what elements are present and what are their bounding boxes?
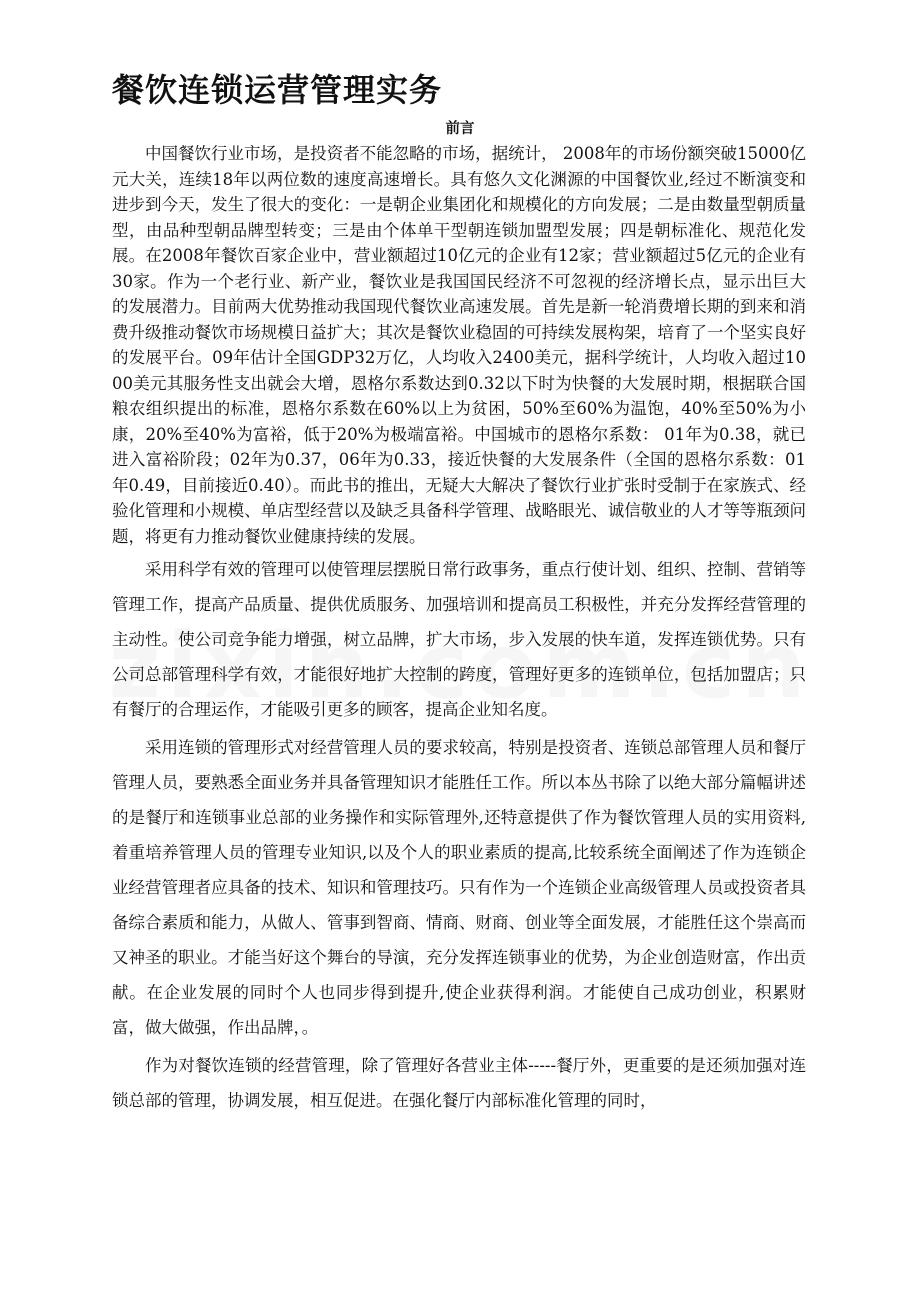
document-title: 餐饮连锁运营管理实务 <box>112 71 443 109</box>
paragraph-1: 中国餐饮行业市场，是投资者不能忽略的市场，据统计， 2008年的市场份额突破15000亿元大关，连续18年以两位数的速度高速增长。具有悠久文化渊源的中国餐饮业,经过不断演变和进步到今天，发生了很大的变化：一是朝企业集团化和规模化的方向发展；二是由数量型朝质量型，由品种型朝品牌型转变；三是由个体单干型朝连锁加盟型发展；四是朝标准化、规范化发展。在2008年餐饮百家企业中，营业额超过10亿元的企业有12家；营业额超过5亿元的企业有30家。作为一个老行业、新产业，餐饮业是我国国民经济不可忽视的经济增长点，显示出巨大的发展潜力。目前两大优势推动我国现代餐饮业高速发展。首先是新一轮消费增长期的到来和消费升级推动餐饮市场规模日益扩大；其次是餐饮业稳固的可持续发展构架，培育了一个坚实良好的发展平台。09年估计全国GDP32万亿，人均收入2400美元，据科学统计，人均收入超过1000美元其服务性支出就会大增，恩格尔系数达到0.32以下时为快餐的大发展时期，根据联合国粮农组织提出的标准，恩格尔系数在60%以上为贫困，50%至60%为温饱，40%至50%为小康，20%至40%为富裕，低于20%为极端富裕。中国城市的恩格尔系数： 01年为0.38，就已进入富裕阶段；02年为0.37，06年为0.33，接近快餐的大发展条件（全国的恩格尔系数：01年0.49，目前接近0.40）。而此书的推出，无疑大大解决了餐饮行业扩张时受制于在家族式、经验化管理和小规模、单店型经营以及缺乏具备科学管理、战略眼光、诚信敬业的人才等等瓶颈问题，将更有力推动餐饮业健康持续的发展。 <box>112 144 806 546</box>
paragraph-2: 采用科学有效的管理可以使管理层摆脱日常行政事务，重点行使计划、组织、控制、营销等管理工作，提高产品质量、提供优质服务、加强培训和提高员工积极性，并充分发挥经营管理的主动性。使公司竞争能力增强，树立品牌，扩大市场，步入发展的快车道，发挥连锁优势。只有公司总部管理科学有效，才能很好地扩大控制的跨度，管理好更多的连锁单位，包括加盟店；只有餐厅的合理运作，才能吸引更多的顾客，提高企业知名度。 <box>112 560 806 719</box>
paragraph-4: 作为对餐饮连锁的经营管理，除了管理好各营业主体-----餐厅外，更重要的是还须加强对连锁总部的管理，协调发展，相互促进。在强化餐厅内部标准化管理的同时， <box>112 1056 806 1110</box>
section-heading-preface: 前言 <box>445 121 475 137</box>
paragraph-3: 采用连锁的管理形式对经营管理人员的要求较高，特别是投资者、连锁总部管理人员和餐厅管理人员，要熟悉全面业务并具备管理知识才能胜任工作。所以本丛书除了以绝大部分篇幅讲述的是餐厅和连锁事业总部的业务操作和实际管理外,还特意提供了作为餐饮管理人员的实用资料,着重培养管理人员的管理专业知识,以及个人的职业素质的提高,比较系统全面阐述了作为连锁企业经营管理者应具备的技术、知识和管理技巧。只有作为一个连锁企业高级管理人员或投资者具备综合素质和能力，从做人、管事到智商、情商、财商、创业等全面发展，才能胜任这个崇高而又神圣的职业。才能当好这个舞台的导演，充分发挥连锁事业的优势，为企业创造财富，作出贡献。在企业发展的同时个人也同步得到提升,使企业获得利润。才能使自己成功创业，积累财富，做大做强，作出品牌，。 <box>112 738 806 1037</box>
body-text <box>112 141 806 1118</box>
